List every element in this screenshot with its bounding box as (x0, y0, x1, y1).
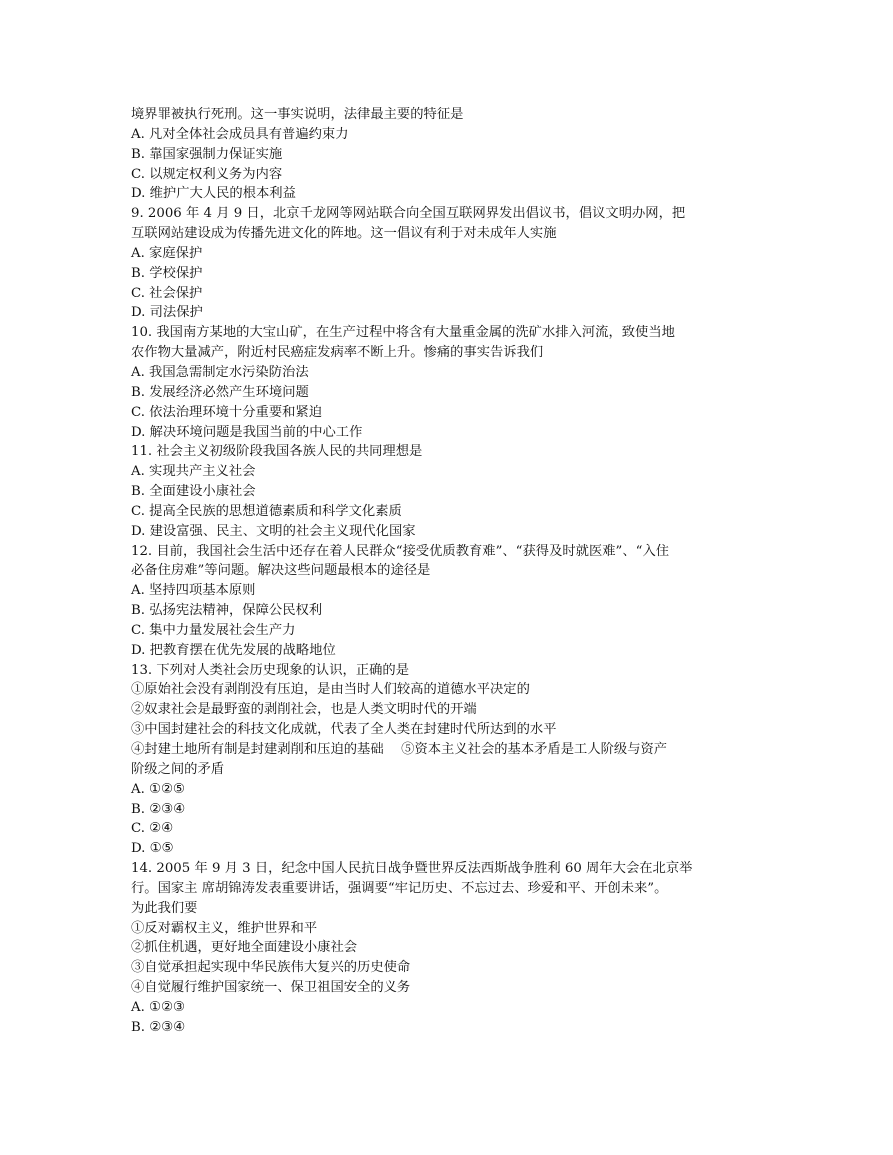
question-11: 11. 社会主义初级阶段我国各族人民的共同理想是 (131, 444, 423, 460)
option-line: B. ②③④ (131, 1019, 185, 1035)
option-line: C. ②④ (131, 821, 173, 837)
text-line: 阶级之间的矛盾 (131, 761, 225, 777)
option-line: C. 依法治理环境十分重要和紧迫 (131, 404, 323, 420)
text-line: 境界罪被执行死刑。这一事实说明，法律最主要的特征是 (131, 107, 464, 122)
statement-line: ②奴隶社会是最野蛮的剥削社会，也是人类文明时代的开端 (131, 702, 477, 718)
option-line: D. 解决环境问题是我国当前的中心工作 (131, 424, 363, 440)
option-line: D. 司法保护 (131, 305, 203, 321)
statement-line: ③中国封建社会的科技文化成就，代表了全人类在封建时代所达到的水平 (131, 722, 557, 738)
option-line: C. 社会保护 (131, 285, 203, 301)
statement-line: ④封建土地所有制是封建剥削和压迫的基础 ⑤资本主义社会的基本矛盾是工人阶级与资产 (131, 742, 668, 757)
option-line: B. 全面建设小康社会 (131, 484, 256, 500)
option-line: B. 发展经济必然产生环境问题 (131, 384, 309, 400)
option-line: A. 家庭保护 (131, 245, 203, 261)
option-line: C. 以规定权利义务为内容 (131, 166, 283, 182)
statement-line: ①原始社会没有剥削没有压迫，是由当时人们较高的道德水平决定的 (131, 682, 530, 698)
statement-line: ①反对霸权主义，维护世界和平 (131, 920, 318, 936)
statement-line: ③自觉承担起实现中华民族伟大复兴的历史使命 (131, 960, 411, 976)
option-line: A. 凡对全体社会成员具有普遍约束力 (131, 126, 349, 142)
option-line: D. 维护广大人民的根本利益 (131, 186, 296, 202)
option-line: A. 我国急需制定水污染防治法 (131, 364, 309, 380)
option-line: B. ②③④ (131, 801, 185, 817)
option-line: C. 集中力量发展社会生产力 (131, 622, 296, 638)
text-line: 行。国家主 席胡锦涛发表重要讲话，强调要“牢记历史、不忘过去、珍爱和平、开创未来”。 (131, 880, 668, 896)
option-line: A. 实现共产主义社会 (131, 464, 256, 480)
text-line: 互联网站建设成为传播先进文化的阵地。这一倡议有利于对未成年人实施 (131, 226, 557, 242)
question-14: 14. 2005 年 9 月 3 日，纪念中国人民抗日战争暨世界反法西斯战争胜利 60 周年大会在北京举 (131, 861, 693, 877)
option-line: B. 弘扬宪法精神，保障公民权利 (131, 603, 323, 619)
option-line: B. 学校保护 (131, 265, 203, 281)
question-10: 10. 我国南方某地的大宝山矿，在生产过程中将含有大量重金属的洗矿水排入河流，致使当地 (131, 325, 675, 341)
text-line: 农作物大量减产，附近村民癌症发病率不断上升。惨痛的事实告诉我们 (131, 345, 544, 361)
question-13: 13. 下列对人类社会历史现象的认识，正确的是 (131, 662, 410, 678)
question-9: 9. 2006 年 4 月 9 日，北京千龙网等网站联合向全国互联网界发出倡议书，倡议文明办网，把 (131, 206, 686, 222)
option-line: B. 靠国家强制力保证实施 (131, 146, 283, 162)
option-line: A. 坚持四项基本原则 (131, 583, 256, 599)
option-line: A. ①②⑤ (131, 781, 185, 797)
text-line: 必备住房难”等问题。解决这些问题最根本的途径是 (131, 563, 431, 579)
option-line: C. 提高全民族的思想道德素质和科学文化素质 (131, 503, 402, 519)
option-line: A. ①②③ (131, 999, 185, 1015)
statement-line: ②抓住机遇，更好地全面建设小康社会 (131, 940, 358, 956)
text-line: 为此我们要 (131, 900, 198, 916)
document-page (131, 105, 771, 1038)
question-12: 12. 目前，我国社会生活中还存在着人民群众“接受优质教育难”、“获得及时就医难”、“入住 (131, 543, 670, 559)
option-line: D. 建设富强、民主、文明的社会主义现代化国家 (131, 523, 416, 539)
statement-line: ④自觉履行维护国家统一、保卫祖国安全的义务 (131, 980, 411, 996)
option-line: D. 把教育摆在优先发展的战略地位 (131, 642, 336, 658)
option-line: D. ①⑤ (131, 841, 174, 857)
